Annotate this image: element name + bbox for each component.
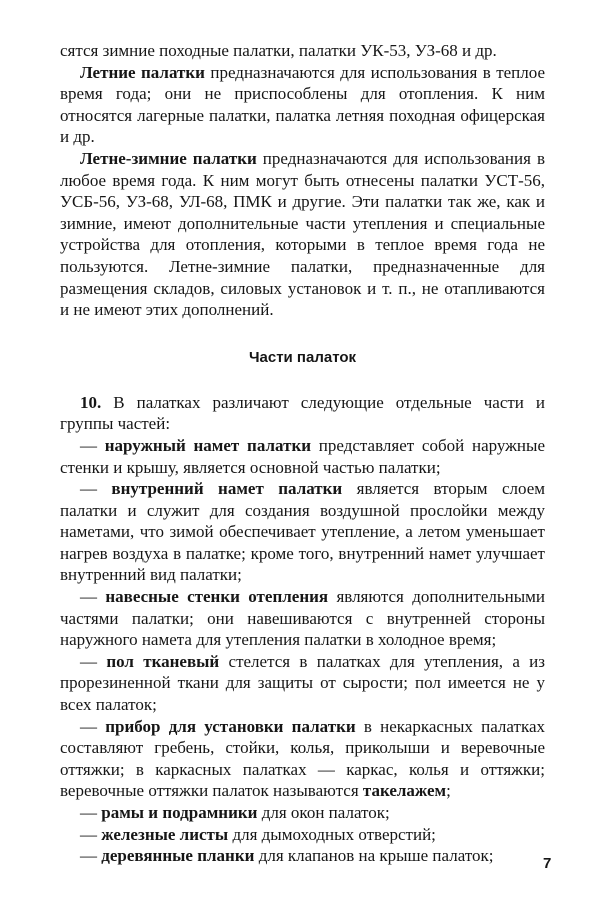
list-item [60, 435, 545, 478]
dash: — [80, 824, 102, 844]
item-term: навесные стенки отепления [105, 587, 329, 607]
item-term: наружный намет палатки [104, 435, 312, 455]
item-text: для клапанов на крыше палаток; [254, 846, 494, 866]
dash: — [80, 716, 106, 736]
list-item [60, 824, 545, 846]
item-text: стелется в палатках для утепления, а из прорезиненной ткани для защиты от сырости; пол имеется не у всех палаток; [60, 651, 545, 715]
item-text: является вторым слоем палатки и служит для создания воздушной прослойки между наметами, что зимой обеспечивает утепление, а летом уменьшает нагрев воздуха в палатке; кроме того, внутренний намет улучшает внутренний вид палатки; [60, 479, 545, 585]
dash: — [80, 479, 112, 499]
page-body [60, 40, 545, 867]
item-text-end: ; [446, 781, 451, 801]
item-term: железные листы [101, 824, 229, 844]
text-summer-winter-tents: предназначаются для использования в любое время года. К ним могут быть отнесены палатки УСТ-56, УСБ-56, УЗ-68, УЛ-68, ПМК и другие. Эти палатки так же, как и зимние, имеют дополнительные части утепления и специальные устройства для отопления, которыми в теплое время года не пользуются. Летне-зимние палатки, предназначенные для размещения складов, силовых установок и т. п., не отапливаются и не имеют этих дополнений. [60, 148, 545, 320]
dash: — [80, 846, 102, 866]
paragraph-10-text: В палатках различают следующие отдельные части и группы частей: [60, 392, 545, 434]
paragraph-10 [60, 392, 545, 435]
dash: — [80, 651, 107, 671]
dash: — [80, 803, 102, 822]
term-summer-tents: Летние палатки [80, 62, 205, 82]
item-term: прибор для установки палатки [105, 716, 356, 736]
list-item [60, 651, 545, 716]
item-text: в некаркасных палатках составляют гребень, стойки, колья, приколыши и веревочные оттяжки; в каркасных палатках — каркас, колья и оттяжки; веревочные оттяжки палаток называются [60, 716, 545, 801]
list-item [60, 716, 545, 802]
item-term-rigging: такелажем [362, 781, 447, 801]
page-number: 7 [543, 855, 552, 872]
paragraph-summer-tents [60, 62, 545, 148]
list-item [60, 845, 545, 867]
list-item [60, 478, 545, 586]
item-term: рамы и подрамники [101, 803, 258, 822]
item-text: являются дополнительными частями палатки; они навешиваются с внутренней стороны наружного намета для утепления палатки в холодное время; [60, 587, 545, 650]
list-item [60, 802, 545, 824]
list-item [60, 586, 545, 651]
paragraph-continuation: сятся зимние походные палатки, палатки УК-53, УЗ-68 и др. [60, 41, 497, 60]
dash: — [80, 435, 105, 455]
paragraph-number: 10. [80, 392, 102, 412]
term-summer-winter-tents: Летне-зимние палатки [80, 148, 257, 168]
item-text: для окон палаток; [257, 803, 390, 822]
text-summer-tents: предназначаются для использования в теплое время года; они не приспособлены для отопления. К ним относятся лагерные палатки, палатка летняя походная офицерская и др. [60, 62, 545, 147]
section-heading: Части палаток [248, 348, 357, 366]
item-term: пол тканевый [106, 651, 220, 671]
paragraph-summer-winter-tents [60, 148, 545, 321]
item-text: для дымоходных отверстий; [228, 824, 436, 844]
item-text: представляет собой наружные стенки и крышу, является основной частью палатки; [60, 435, 545, 477]
item-term: деревянные планки [101, 846, 255, 866]
dash: — [80, 587, 106, 607]
item-term: внутренний намет палатки [111, 479, 343, 499]
